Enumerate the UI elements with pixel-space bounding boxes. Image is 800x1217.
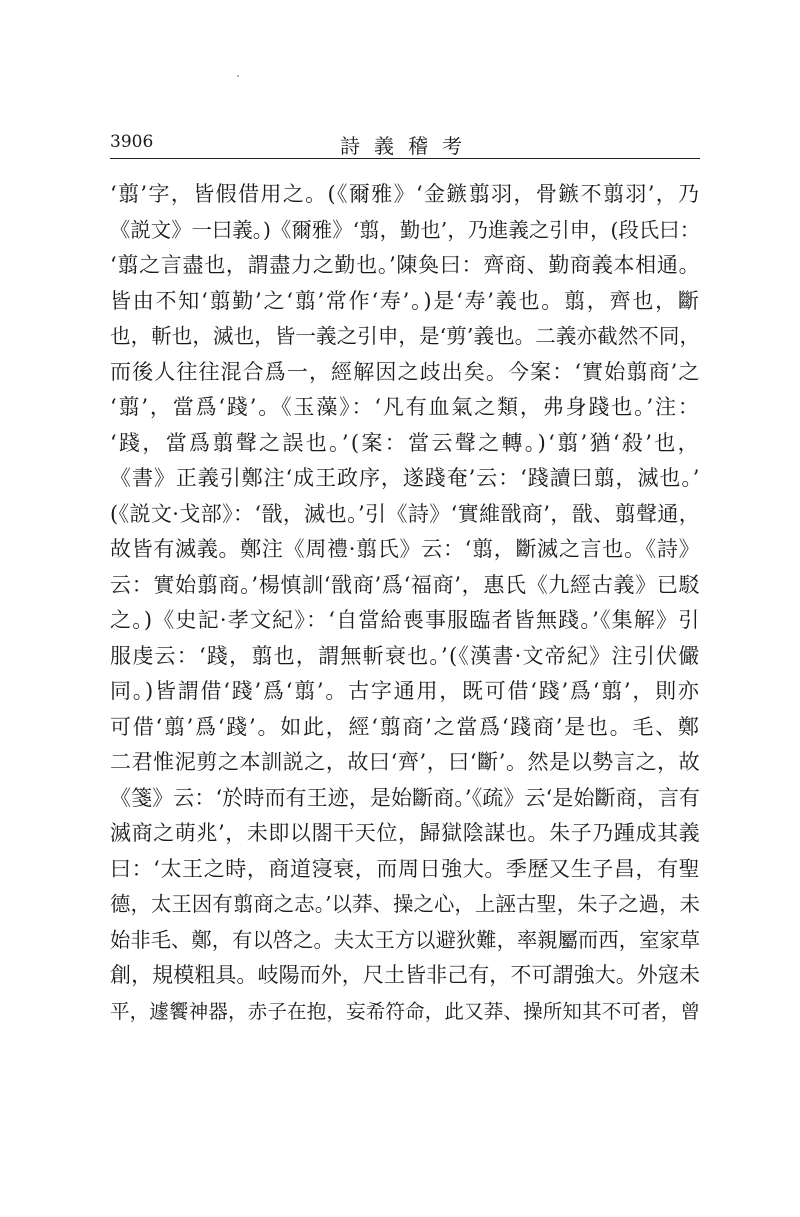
text-line: 《書》正義引鄭注‘成王政序，遂踐奄’云：‘踐讀曰翦，滅也。’ <box>110 466 701 490</box>
text-line: 服虔云：‘踐，翦也，謂無斬衰也。’(《漢書·文帝紀》注引伏儼 <box>110 643 701 668</box>
text-line: 《箋》云：‘於時而有王迹，是始斷商。’《疏》云‘是始斷商，言有 <box>110 785 701 810</box>
text-line: 滅商之萌兆’，未即以閤干天位，歸獄陰謀也。朱子乃踵成其義 <box>110 821 701 845</box>
text-line: 皆由不知‘翦勤’之‘翦’常作‘寿’。)是‘寿’義也。翦，齊也，斷 <box>110 288 701 313</box>
text-line: 云：實始翦商。’楊慎訓‘戩商’爲‘福商’，惠氏《九經古義》已駁 <box>110 572 701 597</box>
text-line: 而後人往往混合爲一，經解因之歧出矣。今案：‘實始翦商’之 <box>110 359 701 384</box>
text-line: 可借‘翦’爲‘踐’。如此，經‘翦商’之當爲‘踐商’是也。毛、鄭 <box>110 714 701 739</box>
text-line: 創，規模粗具。岐陽而外，尺土皆非己有，不可謂強大。外寇未 <box>110 963 701 987</box>
text-line: (《説文·戈部》：‘戩，滅也。’引《詩》‘實維戩商’，戩、翦聲通， <box>110 501 701 526</box>
text-line: 始非毛、鄭，有以啓之。夫太王方以避狄難，率親屬而西，室家草 <box>110 927 700 952</box>
book-title: 詩義稽考 <box>340 134 476 158</box>
page-number: 3906 <box>110 132 154 152</box>
text-line: 同。)皆謂借‘踐’爲‘翦’。古字通用，既可借‘踐’爲‘翦’，則亦 <box>110 679 701 703</box>
text-line: ‘踐，當爲翦聲之誤也。’(案：當云聲之轉。)‘翦’猶‘殺’也， <box>110 430 701 455</box>
scan-speck <box>237 75 239 77</box>
text-line: ‘翦之言盡也，謂盡力之勤也。’陳奐曰：齊商、勤商義本相通。 <box>110 253 701 277</box>
text-line: 曰：‘太王之時，商道寖衰，而周日強大。季歷又生子昌，有聖 <box>110 856 701 881</box>
body-text <box>110 177 700 1029</box>
text-line: 之。)《史記·孝文紀》：‘自當給喪事服臨者皆無踐。’《集解》引 <box>110 608 701 632</box>
text-line: 故皆有滅義。鄭注《周禮·翦氏》云：‘翦，斷滅之言也。《詩》 <box>110 537 701 561</box>
text-line: 《説文》一曰義。)《爾雅》‘翦，勤也’，乃進義之引申，(段氏曰： <box>110 217 700 242</box>
text-line: 德，太王因有翦商之志。’以莽、操之心，上誣古聖，朱子之過，未 <box>110 892 700 916</box>
text-line: ‘翦’字，皆假借用之。(《爾雅》‘金鏃翦羽，骨鏃不翦羽’，乃 <box>110 182 701 206</box>
text-line: 也，斬也，滅也，皆一義之引申，是‘剪’義也。二義亦截然不同， <box>110 324 700 348</box>
page-header <box>110 128 700 159</box>
text-line: 平，遽饗神器，赤子在抱，妄希符命，此又莽、操所知其不可者，曾 <box>110 999 700 1023</box>
text-line: ‘翦’，當爲‘踐’。《玉藻》：‘凡有血氣之類，弗身踐也。’注： <box>110 395 701 419</box>
text-line: 二君惟泥剪之本訓説之，故曰‘齊’，曰‘斷’。然是以勢言之，故 <box>110 750 701 774</box>
